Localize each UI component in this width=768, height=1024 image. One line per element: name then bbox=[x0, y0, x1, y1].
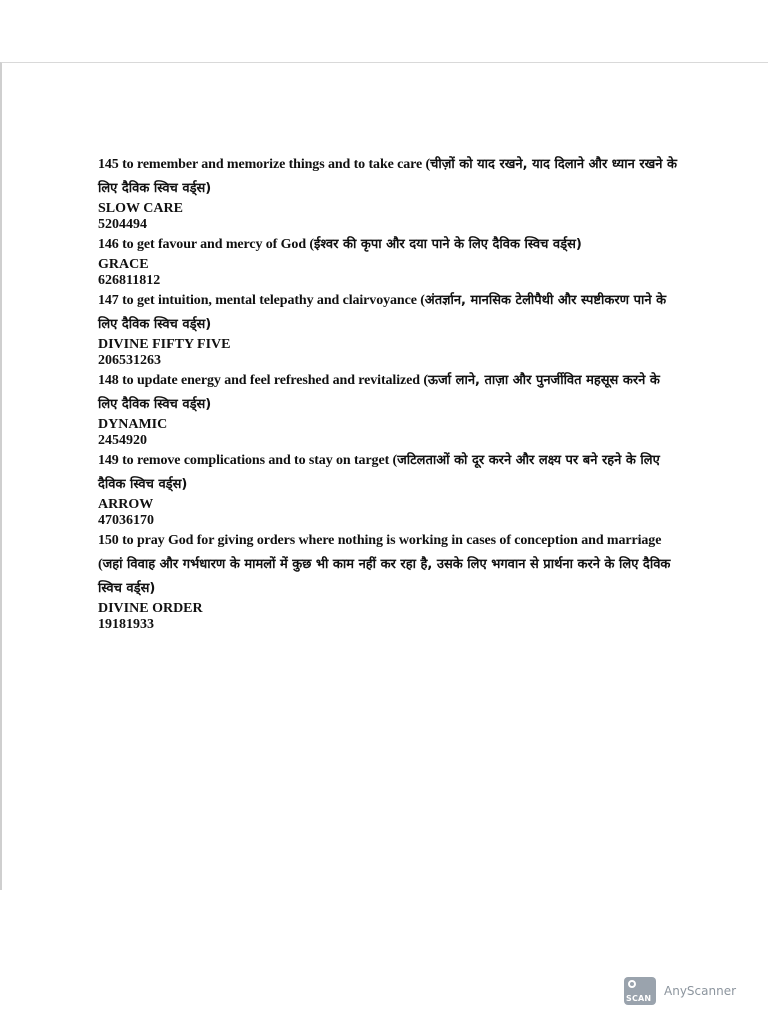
list-item bbox=[98, 369, 678, 449]
switchword-code: 19181933 bbox=[98, 617, 154, 632]
entry-description-english: 150 to pray God for giving orders where nothing is working in cases of conception and marriage ( bbox=[98, 533, 662, 572]
entry-description-english: 146 to get favour and mercy of God ( bbox=[98, 237, 314, 252]
entry-description-english: 149 to remove complications and to stay on target ( bbox=[98, 453, 398, 468]
switchword-name: ARROW bbox=[98, 497, 154, 512]
logo-text: SCAN bbox=[626, 994, 652, 1003]
switchword-name: DIVINE ORDER bbox=[98, 601, 203, 616]
scanned-page bbox=[0, 62, 768, 890]
list-item bbox=[98, 289, 678, 369]
switchword-code: 47036170 bbox=[98, 513, 154, 528]
list-item bbox=[98, 233, 678, 289]
list-item bbox=[98, 529, 678, 633]
entry-description-english: 147 to get intuition, mental telepathy and clairvoyance ( bbox=[98, 293, 425, 308]
switchword-name: DIVINE FIFTY FIVE bbox=[98, 337, 231, 352]
entry-description-hindi: जहां विवाह और गर्भधारण के मामलों में कुछ भी काम नहीं कर रहा है, उसके लिए भगवान से प्रार्थना करने के लिए दैविक स्विच वर्ड्स) bbox=[98, 557, 671, 596]
scanner-logo-icon bbox=[624, 977, 656, 1005]
list-item bbox=[98, 153, 678, 233]
lens-icon bbox=[628, 980, 636, 988]
entry-description bbox=[98, 233, 678, 257]
list-item bbox=[98, 449, 678, 529]
entry-description bbox=[98, 369, 678, 417]
switchword-code: 5204494 bbox=[98, 217, 147, 232]
switchword-name: SLOW CARE bbox=[98, 201, 183, 216]
switchword-list bbox=[98, 153, 678, 633]
entry-description bbox=[98, 529, 678, 601]
entry-description-english: 148 to update energy and feel refreshed and revitalized ( bbox=[98, 373, 428, 388]
entry-description-hindi: चीज़ों को याद रखने, याद दिलाने और ध्यान रखने के लिए दैविक स्विच वर्ड्स) bbox=[98, 157, 677, 196]
entry-description-hindi: ईश्वर की कृपा और दया पाने के लिए दैविक स्विच वर्ड्स) bbox=[313, 237, 582, 252]
entry-description-hindi: अंतर्ज्ञान, मानसिक टेलीपैथी और स्पष्टीकरण पाने के लिए दैविक स्विच वर्ड्स) bbox=[98, 293, 667, 332]
switchword-name: GRACE bbox=[98, 257, 149, 272]
entry-description bbox=[98, 449, 678, 497]
entry-description-hindi: जटिलताओं को दूर करने और लक्ष्य पर बने रहने के लिए दैविक स्विच वर्ड्स) bbox=[98, 453, 660, 492]
entry-description-english: 145 to remember and memorize things and to take care ( bbox=[98, 157, 431, 172]
anyscanner-watermark bbox=[624, 976, 736, 1006]
entry-description bbox=[98, 289, 678, 337]
switchword-code: 2454920 bbox=[98, 433, 147, 448]
watermark-label: AnyScanner bbox=[664, 984, 737, 998]
switchword-code: 626811812 bbox=[98, 273, 161, 288]
entry-description-hindi: ऊर्जा लाने, ताज़ा और पुनर्जीवित महसूस करने के लिए दैविक स्विच वर्ड्स) bbox=[98, 373, 660, 412]
entry-description bbox=[98, 153, 678, 201]
switchword-code: 206531263 bbox=[98, 353, 161, 368]
switchword-name: DYNAMIC bbox=[98, 417, 168, 432]
